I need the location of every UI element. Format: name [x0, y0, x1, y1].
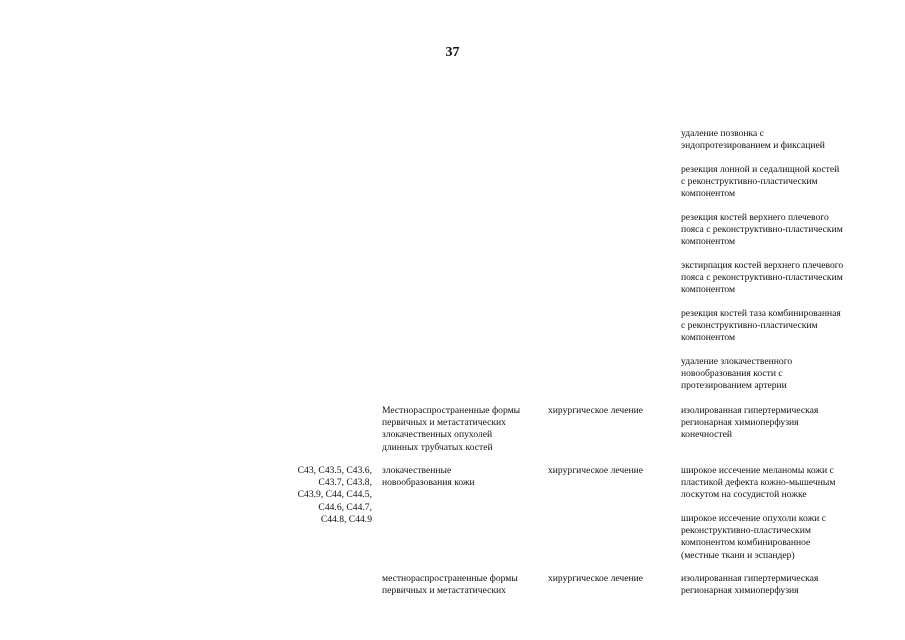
text-line: изолированная гипертермическая [681, 573, 819, 584]
text-line: компонентом комбинированное [681, 537, 811, 549]
text-line: пластикой дефекта кожно-мышечным [681, 477, 836, 489]
text-line: широкое иссечение опухоли кожи с [681, 513, 826, 524]
text-line: C44.8, C44.9 [320, 513, 372, 525]
text-line: с реконструктивно-пластическим [681, 176, 818, 188]
text-line: злокачественные [382, 465, 452, 476]
text-line: экстирпация костей верхнего плечевого [681, 260, 844, 271]
text-line: удаление позвонка с [681, 128, 764, 139]
text-line: регионарная химиоперфузия [681, 417, 799, 429]
text-line: широкое иссечение меланомы кожи с [681, 465, 834, 476]
text-line: первичных и метастатических [382, 585, 506, 597]
text-line: пояса с реконструктивно-пластическим [681, 224, 843, 236]
text-line: первичных и метастатических [382, 417, 506, 429]
text-line: злокачественных опухолей [382, 429, 493, 441]
icd-codes-skin [282, 465, 372, 526]
text-line: удаление злокачественного [681, 356, 793, 367]
method-long-bones [681, 405, 818, 442]
method-skin-melanoma [681, 465, 835, 502]
text-line: компонентом [681, 284, 736, 296]
treatment-type-bottom: хирургическое лечение [548, 573, 644, 584]
treatment-type-skin: хирургическое лечение [548, 465, 644, 476]
text-line: новообразования кости с [681, 368, 783, 380]
treatment-method-pelvis [681, 308, 841, 345]
text-line: длинных трубчатых костей [382, 441, 493, 453]
text-line: C43.9, C44, C44.5, [297, 489, 372, 501]
text-line: C43, C43.5, C43.6, [297, 465, 372, 476]
text-line: протезированием артерии [681, 380, 787, 392]
text-line: эндопротезированием и фиксацией [681, 140, 825, 152]
text-line: компонентом [681, 332, 736, 344]
text-line: с реконструктивно-пластическим [681, 320, 818, 332]
treatment-type-long-bones: хирургическое лечение [548, 405, 644, 416]
treatment-method-shoulder-resection [681, 212, 843, 249]
text-line: C44.6, C44.7, [318, 501, 372, 513]
text-line: компонентом [681, 188, 736, 200]
text-line: компонентом [681, 236, 736, 248]
text-line: C43.7, C43.8, [318, 477, 372, 489]
text-line: местнораспространенные формы [382, 573, 518, 584]
text-line: (местные ткани и эспандер) [681, 549, 795, 561]
text-line: реконструктивно-пластическим [681, 525, 811, 537]
text-line: новообразования кожи [382, 477, 475, 489]
treatment-method-artery [681, 356, 792, 393]
text-line: изолированная гипертермическая [681, 405, 819, 416]
condition-long-bones [382, 405, 520, 454]
method-bottom [681, 573, 818, 597]
text-line: лоскутом на сосудистой ножке [681, 489, 807, 501]
method-skin-combined [681, 513, 826, 562]
treatment-method-vertebra [681, 128, 825, 152]
text-line: регионарная химиоперфузия [681, 585, 799, 597]
condition-bottom [382, 573, 518, 597]
treatment-method-shoulder-extirpation [681, 260, 843, 297]
text-line: резекция костей таза комбинированная [681, 308, 841, 319]
text-line: Местнораспространенные формы [382, 405, 521, 416]
text-line: резекция костей верхнего плечевого [681, 212, 829, 223]
condition-skin [382, 465, 475, 489]
page-number: 37 [445, 45, 460, 60]
text-line: конечностей [681, 429, 732, 441]
text-line: пояса с реконструктивно-пластическим [681, 272, 843, 284]
treatment-method-pubic-ischial [681, 164, 839, 201]
text-line: резекция лонной и седалищной костей [681, 164, 840, 175]
